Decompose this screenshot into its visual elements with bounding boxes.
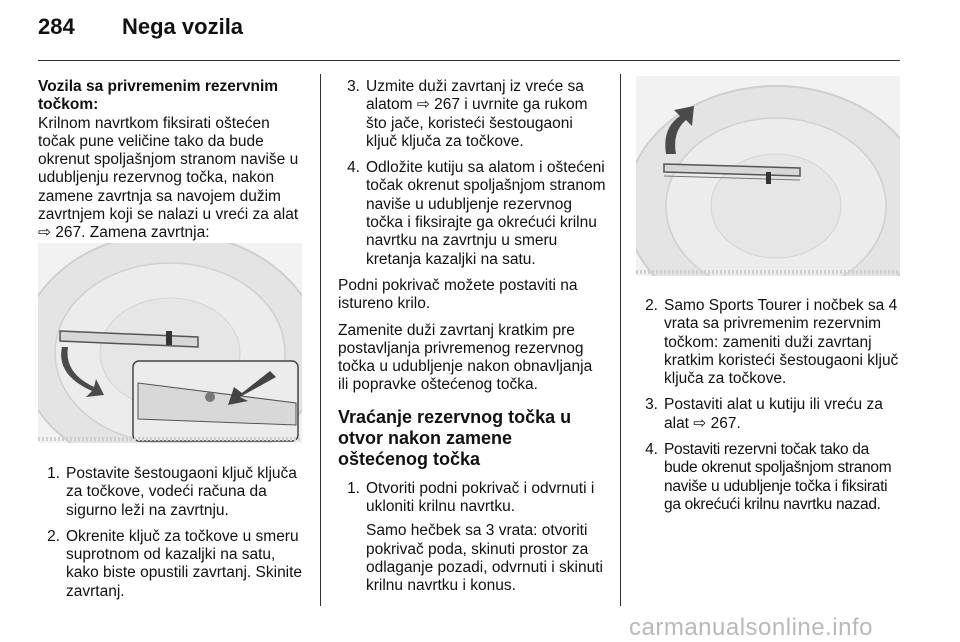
list-item: 3. Postaviti alat u kutiju ili vreću za alat ⇨ 267.: [645, 396, 883, 432]
intro-paragraph: Krilnom navrtkom fiksirati oštećen točak pune veličine tako da bude okrenut spoljašnjom stranom naviše u udubljenju rezervnog točka, nakon zamene zavrtnja sa navojem dužim zavrtnjem koji se nalazi u vreći za alat ⇨ 267. Zamena zavrtnja:: [38, 114, 299, 242]
list-item: 2. Okrenite ključ za točkove u smeru suprotnom od kazaljki na satu, kako biste opustili zavrtanj. Skinite zavrtanj.: [47, 527, 303, 600]
column-1: [38, 78, 306, 243]
column-2: [338, 78, 606, 610]
list-item: 1. Postavite šestougaoni ključ ključa za točkove, vodeći računa da sigurno leži na zavrtnju.: [47, 465, 297, 519]
list-item: 2. Samo Sports Tourer i nočbek sa 4 vrata sa privremenim rezervnim točkom: zameniti duži zavrtanj kratkim koristeći šestougaoni ključ ključa za točkove.: [645, 297, 899, 388]
illustration-spare-wheel-well: [636, 76, 900, 276]
list-item: 4. Postaviti rezervni točak tako da bude okrenut spoljašnjom stranom naviše u udubljenje točka i fiksirati ga okrećući krilnu navrtku nazad.: [645, 441, 892, 513]
section-heading: Vozila sa privremenim rezervnim točkom:: [38, 78, 279, 114]
column-3: [636, 297, 904, 522]
chapter-title: Nega vozila: [122, 14, 244, 39]
page-header: [38, 14, 243, 40]
section-heading: Vraćanje rezervnog točka u otvor nakon zamene oštećenog točka: [338, 406, 572, 469]
header-rule: [38, 60, 900, 61]
list-item: 3. Uzmite duži zavrtanj iz vreće sa alatom ⇨ 267 i uvrnite ga rukom što jače, koristeći šestougaoni ključ ključa za točkove.: [347, 78, 588, 150]
paragraph: Podni pokrivač možete postaviti na istureno krilo.: [338, 276, 578, 313]
illustration-bolt-removal: [38, 243, 302, 443]
column-divider-1: [320, 74, 321, 606]
list-item: 4. Odložite kutiju sa alatom i oštećeni točak okrenut spoljašnjom stranom naviše u udubljenje rezervnog točka i fiksirajte ga okrećući krilnu navrtku na zavrtnju u smeru kretanja kazaljki na satu.: [347, 159, 606, 268]
list-item: 1. Otvoriti podni pokrivač i odvrnuti i ukloniti krilnu navrtku. Samo hečbek sa 3 vrata: otvoriti pokrivač poda, skinuti prostor za odlaganje pozadi, odvrnuti i skinuti krilnu navrtku i konus.: [347, 479, 603, 595]
watermark: carmanualsonline.info: [629, 614, 873, 641]
paragraph: Zamenite duži zavrtanj kratkim pre postavljanja privremenog rezervnog točka u udubljenje nakon obnavljanja ili popravke oštećenog točka.: [338, 321, 593, 394]
page-number: 284: [38, 14, 75, 39]
column-1-steps: [38, 465, 306, 609]
column-divider-2: [620, 74, 621, 606]
